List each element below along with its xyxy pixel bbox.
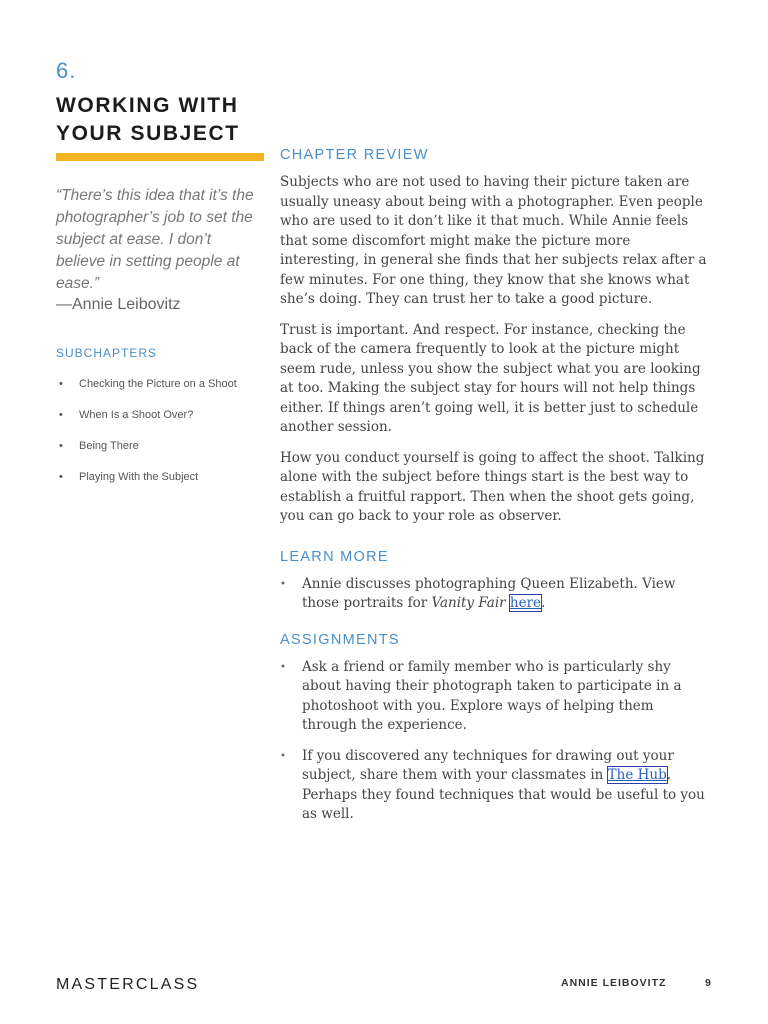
here-link[interactable]: here xyxy=(509,595,542,611)
assignment-item: • If you discovered any techniques for drawing out your subject, share them with your classmates in The Hub. Perhaps they found techniques that would be useful to you as well. xyxy=(280,747,705,822)
bullet-icon: • xyxy=(280,750,286,762)
review-paragraph: Trust is important. And respect. For instance, checking the back of the camera frequently to look at the picture might seem rude, unless you show the subject what you are looking at too. Making the subject stay for hours will not help things either. If things aren’t going well, it is better just to schedule another session. xyxy=(280,321,701,435)
page-title: WORKING WITH YOUR SUBJECT xyxy=(56,94,240,145)
main-column xyxy=(280,147,710,836)
learn-more-heading: LEARN MORE xyxy=(280,548,389,565)
subchapter-item: • Checking the Picture on a Shoot xyxy=(59,378,237,390)
bullet-icon: • xyxy=(280,578,286,590)
review-paragraph: How you conduct yourself is going to affect the shoot. Talking alone with the subject before things start is the best way to establish a fruitful rapport. Then when the shoot gets going, you can go back to your role as observer. xyxy=(280,449,705,524)
subchapter-item: • Playing With the Subject xyxy=(59,471,199,483)
bullet-icon: • xyxy=(59,409,63,421)
bullet-icon: • xyxy=(59,471,63,483)
learn-more-item: • Annie discusses photographing Queen Elizabeth. View those portraits for Vanity Fair here. xyxy=(280,575,676,611)
quote-author: —Annie Leibovitz xyxy=(56,296,181,313)
chapter-review-heading: CHAPTER REVIEW xyxy=(280,147,429,163)
bullet-icon: • xyxy=(59,378,63,390)
subchapter-item: • When Is a Shoot Over? xyxy=(59,409,194,421)
assignments-list xyxy=(280,658,710,825)
review-paragraph: Subjects who are not used to having their picture taken are usually uneasy about being with a photographer. Even people who are used to it don’t like it that much. While Annie feels that some discomfort might make the picture more interesting, in general she finds that her subjects relax after a few minutes. For one thing, they know that she knows what she’s doing. They can trust her to take a good picture. xyxy=(280,174,707,307)
title-accent-bar xyxy=(56,153,264,161)
pull-quote: “There’s this idea that it’s the photographer’s job to set the subject at ease. I don’t believe in setting people at ease.” xyxy=(56,187,254,292)
page-number: 9 xyxy=(705,977,711,989)
subchapter-item: • Being There xyxy=(59,440,139,452)
assignment-item: • Ask a friend or family member who is particularly shy about having their photograph taken to participate in a photoshoot with you. Explore ways of helping them through the experience. xyxy=(280,658,682,733)
the-hub-link[interactable]: The Hub xyxy=(607,767,667,783)
bullet-icon: • xyxy=(280,661,286,673)
footer-brand-logo: MASTERCLASS xyxy=(56,976,200,993)
bullet-icon: • xyxy=(59,440,63,452)
subchapters-heading: SUBCHAPTERS xyxy=(56,346,158,360)
footer-author: ANNIE LEIBOVITZ xyxy=(561,977,667,989)
subchapters-list xyxy=(56,376,266,500)
chapter-number: 6. xyxy=(56,58,77,83)
learn-more-list xyxy=(280,575,710,614)
assignments-heading: ASSIGNMENTS xyxy=(280,631,400,648)
